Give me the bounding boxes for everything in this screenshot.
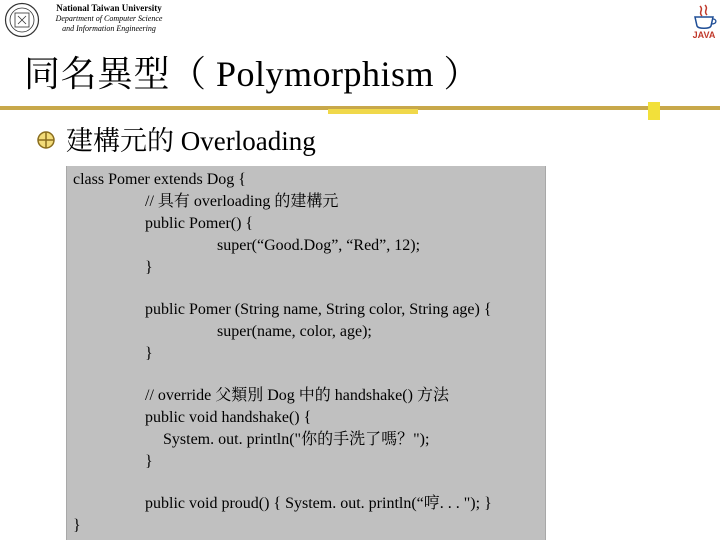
java-logo-icon [690, 2, 718, 40]
code-line: super(name, color, age); [217, 323, 372, 340]
svg-text:JAVA: JAVA [692, 30, 716, 40]
code-line: System. out. println("你的手洗了嗎？"); [163, 431, 430, 448]
code-line: public Pomer() { [145, 215, 254, 232]
code-block [66, 166, 546, 540]
code-line: } [73, 517, 81, 534]
department-line-1: Department of Computer Science [55, 14, 163, 23]
code-line: } [145, 345, 153, 362]
code-line: super(“Good.Dog”, “Red”, 12); [217, 237, 421, 254]
university-header [44, 3, 174, 34]
code-line: // override 父類別 Dog 中的 handshake() 方法 [145, 387, 449, 404]
code-line: public void proud() { System. out. println(“哼. . . "); } [145, 495, 492, 512]
ntu-seal-logo [4, 2, 40, 38]
title-divider-accent [328, 109, 418, 114]
university-name: National Taiwan University [56, 3, 162, 13]
title-divider-marker [648, 102, 660, 120]
bullet-text: 建構元的 Overloading [66, 126, 316, 156]
code-line: class Pomer extends Dog { [73, 171, 246, 188]
code-line: // 具有 overloading 的建構元 [145, 193, 339, 210]
code-line: } [145, 259, 153, 276]
code-line: public Pomer (String name, String color, String age) { [145, 301, 492, 318]
bullet-icon [36, 130, 56, 150]
code-line: public void handshake() { [145, 409, 312, 426]
department-line-2: and Information Engineering [62, 24, 156, 33]
code-line: } [145, 453, 153, 470]
slide-title: 同名異型（ Polymorphism ） [24, 54, 481, 94]
